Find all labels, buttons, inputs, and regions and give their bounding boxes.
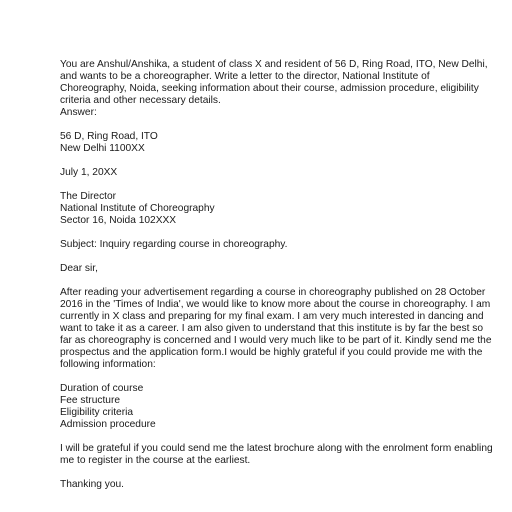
closing-line: me to register in the course at the earliest. (60, 455, 251, 466)
info-list (60, 383, 460, 431)
body-line: 2016 in the 'Times of India', we would like to know more about the course in choreography. I am (60, 299, 491, 310)
list-item: Admission procedure (60, 419, 156, 430)
question-line: criteria and other necessary details. (60, 95, 221, 106)
sender-address-line: New Delhi 1100XX (60, 143, 145, 154)
list-item: Fee structure (60, 395, 121, 406)
sender-address (60, 131, 460, 155)
list-item: Duration of course (60, 383, 144, 394)
closing-paragraph (60, 443, 493, 467)
letter-subject: Subject: Inquiry regarding course in choreography. (60, 239, 288, 250)
body-line: following information: (60, 359, 156, 370)
body-line: currently in X class and preparing for my final exam. I am very much interested in dancing and (60, 311, 484, 322)
question-line: You are Anshul/Anshika, a student of class X and resident of 56 D, Ring Road, ITO, New Delhi, (60, 59, 488, 70)
question-line: and wants to be a choreographer. Write a letter to the director, National Institute of (60, 71, 430, 82)
letter-body (60, 287, 492, 371)
letter-document (60, 59, 493, 491)
recipient-line: National Institute of Choreography (60, 203, 215, 214)
body-line: want to take it as a career. I am also given to understand that this institute is by far the best so (60, 323, 484, 334)
letter-date: July 1, 20XX (60, 167, 118, 178)
salutation: Dear sir, (60, 263, 98, 274)
recipient-line: Sector 16, Noida 102XXX (60, 215, 177, 226)
list-item: Eligibility criteria (60, 407, 134, 418)
thanks-line: Thanking you. (60, 479, 124, 490)
answer-label: Answer: (60, 107, 97, 118)
body-line: prospectus and the application form.I would be highly grateful if you could provide me with the (60, 347, 483, 358)
question-line: Choreography, Noida, seeking information about their course, admission procedure, eligibility (60, 83, 479, 94)
recipient-address (60, 191, 460, 227)
sender-address-line: 56 D, Ring Road, ITO (60, 131, 158, 142)
body-line: After reading your advertisement regarding a course in choreography published on 28 October (60, 287, 486, 298)
question-paragraph (60, 59, 488, 119)
recipient-line: The Director (60, 191, 117, 202)
body-line: far as choreography is concerned and I would very much like to be part of it. Kindly send me the (60, 335, 492, 346)
closing-line: I will be grateful if you could send me the latest brochure along with the enrolment form enabling (60, 443, 493, 454)
